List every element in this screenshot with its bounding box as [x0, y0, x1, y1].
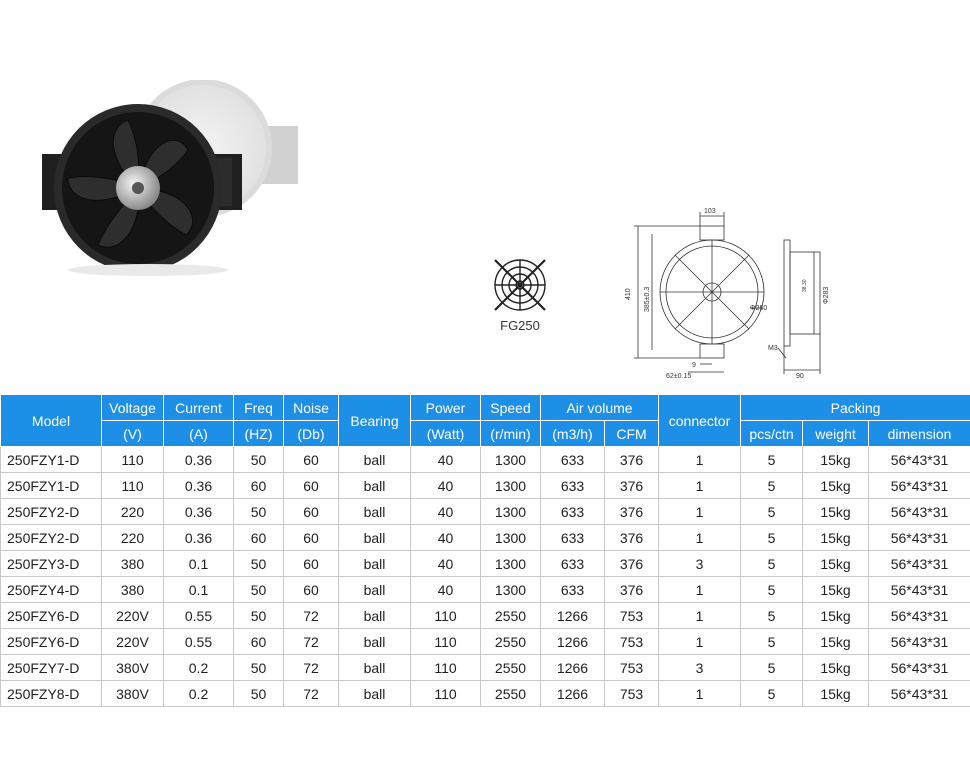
header-current: Current [164, 395, 234, 421]
cell-dimension: 56*43*31 [869, 473, 970, 499]
cell-bearing: ball [339, 525, 411, 551]
cell-model: 250FZY7-D [1, 655, 102, 681]
cell-model: 250FZY3-D [1, 551, 102, 577]
cell-freq: 60 [234, 473, 284, 499]
cell-noise: 60 [284, 447, 339, 473]
header-power: Power [411, 395, 481, 421]
cell-power: 40 [411, 551, 481, 577]
dim-side-label: Φ283 [823, 286, 830, 304]
cell-bearing: ball [339, 551, 411, 577]
cell-pcs-ctn: 5 [741, 551, 803, 577]
header-current-unit: (A) [164, 421, 234, 447]
cell-current: 0.36 [164, 525, 234, 551]
cell-dimension: 56*43*31 [869, 525, 970, 551]
cell-power: 40 [411, 473, 481, 499]
dim-depth-label: 90 [796, 373, 804, 380]
cell-noise: 72 [284, 681, 339, 707]
dim-top-label: 103 [704, 208, 716, 215]
cell-pcs-ctn: 5 [741, 499, 803, 525]
cell-weight: 15kg [803, 629, 869, 655]
cell-speed: 1300 [481, 499, 541, 525]
cell-weight: 15kg [803, 551, 869, 577]
cell-air-m3h: 633 [541, 499, 605, 525]
dim-side-small-label: 38.30 [802, 279, 808, 292]
cell-speed: 1300 [481, 447, 541, 473]
cell-bearing: ball [339, 473, 411, 499]
cell-power: 40 [411, 525, 481, 551]
cell-bearing: ball [339, 499, 411, 525]
cell-freq: 50 [234, 499, 284, 525]
finger-guard-label: FG250 [500, 318, 540, 333]
cell-noise: 72 [284, 655, 339, 681]
cell-freq: 50 [234, 577, 284, 603]
cell-model: 250FZY6-D [1, 603, 102, 629]
dim-screw-label: M3 [768, 345, 778, 352]
fan-product-photo [38, 80, 308, 280]
dim-bore-label: Φ250 [750, 305, 768, 312]
cell-power: 40 [411, 499, 481, 525]
table-row [1, 577, 970, 603]
cell-dimension: 56*43*31 [869, 499, 970, 525]
cell-power: 110 [411, 681, 481, 707]
cell-model: 250FZY1-D [1, 447, 102, 473]
header-weight: weight [803, 421, 869, 447]
cell-model: 250FZY2-D [1, 499, 102, 525]
cell-noise: 60 [284, 525, 339, 551]
cell-bearing: ball [339, 577, 411, 603]
cell-model: 250FZY6-D [1, 629, 102, 655]
cell-weight: 15kg [803, 447, 869, 473]
cell-pcs-ctn: 5 [741, 681, 803, 707]
dim-hole-label: 9 [692, 362, 696, 369]
cell-air-cfm: 376 [605, 551, 659, 577]
header-speed: Speed [481, 395, 541, 421]
cell-power: 110 [411, 603, 481, 629]
table-row [1, 499, 970, 525]
header-air-m3h: (m3/h) [541, 421, 605, 447]
cell-voltage: 220V [102, 603, 164, 629]
cell-air-m3h: 1266 [541, 629, 605, 655]
cell-freq: 60 [234, 629, 284, 655]
spec-table-body [1, 447, 970, 707]
cell-voltage: 380 [102, 577, 164, 603]
header-model: Model [1, 395, 102, 447]
cell-air-m3h: 1266 [541, 603, 605, 629]
header-pcs-ctn: pcs/ctn [741, 421, 803, 447]
table-row [1, 525, 970, 551]
cell-bearing: ball [339, 681, 411, 707]
cell-current: 0.36 [164, 473, 234, 499]
cell-air-m3h: 633 [541, 577, 605, 603]
cell-voltage: 220V [102, 629, 164, 655]
cell-connector: 1 [659, 577, 741, 603]
header-row-units [1, 421, 970, 447]
cell-air-m3h: 633 [541, 551, 605, 577]
cell-connector: 1 [659, 681, 741, 707]
table-row [1, 655, 970, 681]
spec-table [0, 394, 970, 707]
cell-pcs-ctn: 5 [741, 629, 803, 655]
header-bearing: Bearing [339, 395, 411, 447]
cell-dimension: 56*43*31 [869, 629, 970, 655]
cell-pcs-ctn: 5 [741, 447, 803, 473]
header-freq: Freq [234, 395, 284, 421]
cell-model: 250FZY4-D [1, 577, 102, 603]
cell-freq: 50 [234, 447, 284, 473]
cell-power: 40 [411, 447, 481, 473]
cell-voltage: 380V [102, 681, 164, 707]
header-voltage: Voltage [102, 395, 164, 421]
cell-freq: 60 [234, 525, 284, 551]
header-voltage-unit: (V) [102, 421, 164, 447]
cell-connector: 1 [659, 499, 741, 525]
cell-pcs-ctn: 5 [741, 603, 803, 629]
cell-voltage: 220 [102, 499, 164, 525]
table-row [1, 447, 970, 473]
cell-weight: 15kg [803, 577, 869, 603]
cell-freq: 50 [234, 603, 284, 629]
header-freq-unit: (HZ) [234, 421, 284, 447]
cell-power: 110 [411, 655, 481, 681]
header-speed-unit: (r/min) [481, 421, 541, 447]
cell-air-cfm: 376 [605, 447, 659, 473]
cell-voltage: 380 [102, 551, 164, 577]
cell-connector: 1 [659, 447, 741, 473]
cell-connector: 1 [659, 603, 741, 629]
cell-speed: 2550 [481, 603, 541, 629]
cell-weight: 15kg [803, 681, 869, 707]
cell-pcs-ctn: 5 [741, 525, 803, 551]
cell-freq: 50 [234, 681, 284, 707]
cell-dimension: 56*43*31 [869, 655, 970, 681]
cell-pcs-ctn: 5 [741, 655, 803, 681]
cell-air-m3h: 633 [541, 447, 605, 473]
table-row [1, 681, 970, 707]
cell-current: 0.55 [164, 603, 234, 629]
cell-voltage: 110 [102, 447, 164, 473]
cell-pcs-ctn: 5 [741, 577, 803, 603]
cell-bearing: ball [339, 603, 411, 629]
dim-mount-label: 385±0.3 [644, 286, 651, 312]
table-row [1, 551, 970, 577]
cell-weight: 15kg [803, 473, 869, 499]
cell-air-cfm: 376 [605, 499, 659, 525]
finger-guard-figure [485, 252, 555, 342]
cell-connector: 1 [659, 629, 741, 655]
cell-dimension: 56*43*31 [869, 447, 970, 473]
cell-bearing: ball [339, 629, 411, 655]
header-air-volume: Air volume [541, 395, 659, 421]
cell-speed: 1300 [481, 577, 541, 603]
cell-speed: 1300 [481, 473, 541, 499]
cell-model: 250FZY2-D [1, 525, 102, 551]
header-power-unit: (Watt) [411, 421, 481, 447]
cell-air-m3h: 1266 [541, 655, 605, 681]
cell-power: 110 [411, 629, 481, 655]
cell-dimension: 56*43*31 [869, 603, 970, 629]
cell-bearing: ball [339, 655, 411, 681]
finger-guard-icon [485, 252, 555, 318]
cell-air-m3h: 633 [541, 525, 605, 551]
dim-height-label: 410 [625, 288, 632, 300]
cell-air-m3h: 1266 [541, 681, 605, 707]
header-packing: Packing [741, 395, 970, 421]
cell-freq: 50 [234, 655, 284, 681]
cell-noise: 60 [284, 577, 339, 603]
header-air-cfm: CFM [605, 421, 659, 447]
cell-noise: 60 [284, 473, 339, 499]
cell-speed: 2550 [481, 655, 541, 681]
cell-noise: 72 [284, 629, 339, 655]
header-connector: connector [659, 395, 741, 447]
cell-noise: 60 [284, 551, 339, 577]
cell-weight: 15kg [803, 603, 869, 629]
cell-speed: 1300 [481, 525, 541, 551]
cell-weight: 15kg [803, 525, 869, 551]
cell-current: 0.36 [164, 499, 234, 525]
cell-air-m3h: 633 [541, 473, 605, 499]
cell-air-cfm: 376 [605, 473, 659, 499]
cell-speed: 2550 [481, 681, 541, 707]
cell-connector: 3 [659, 551, 741, 577]
cell-model: 250FZY8-D [1, 681, 102, 707]
dimension-drawing [600, 200, 840, 380]
cell-noise: 60 [284, 499, 339, 525]
cell-air-cfm: 753 [605, 681, 659, 707]
header-dimension: dimension [869, 421, 970, 447]
cell-dimension: 56*43*31 [869, 577, 970, 603]
cell-noise: 72 [284, 603, 339, 629]
cell-model: 250FZY1-D [1, 473, 102, 499]
cell-voltage: 220 [102, 525, 164, 551]
header-row-top [1, 395, 970, 421]
cell-air-cfm: 753 [605, 629, 659, 655]
cell-air-cfm: 376 [605, 577, 659, 603]
cell-freq: 50 [234, 551, 284, 577]
cell-weight: 15kg [803, 499, 869, 525]
table-row [1, 603, 970, 629]
cell-bearing: ball [339, 447, 411, 473]
cell-air-cfm: 753 [605, 655, 659, 681]
cell-connector: 1 [659, 473, 741, 499]
cell-current: 0.36 [164, 447, 234, 473]
cell-current: 0.2 [164, 681, 234, 707]
cell-air-cfm: 376 [605, 525, 659, 551]
cell-connector: 1 [659, 525, 741, 551]
cell-air-cfm: 753 [605, 603, 659, 629]
cell-power: 40 [411, 577, 481, 603]
cell-voltage: 380V [102, 655, 164, 681]
cell-pcs-ctn: 5 [741, 473, 803, 499]
header-noise-unit: (Db) [284, 421, 339, 447]
table-row [1, 473, 970, 499]
cell-connector: 3 [659, 655, 741, 681]
cell-voltage: 110 [102, 473, 164, 499]
header-noise: Noise [284, 395, 339, 421]
cell-dimension: 56*43*31 [869, 681, 970, 707]
dim-bottom-label: 62±0.15 [666, 373, 692, 380]
cell-speed: 1300 [481, 551, 541, 577]
cell-speed: 2550 [481, 629, 541, 655]
table-row [1, 629, 970, 655]
cell-weight: 15kg [803, 655, 869, 681]
cell-current: 0.55 [164, 629, 234, 655]
cell-current: 0.2 [164, 655, 234, 681]
cell-current: 0.1 [164, 551, 234, 577]
cell-dimension: 56*43*31 [869, 551, 970, 577]
cell-current: 0.1 [164, 577, 234, 603]
